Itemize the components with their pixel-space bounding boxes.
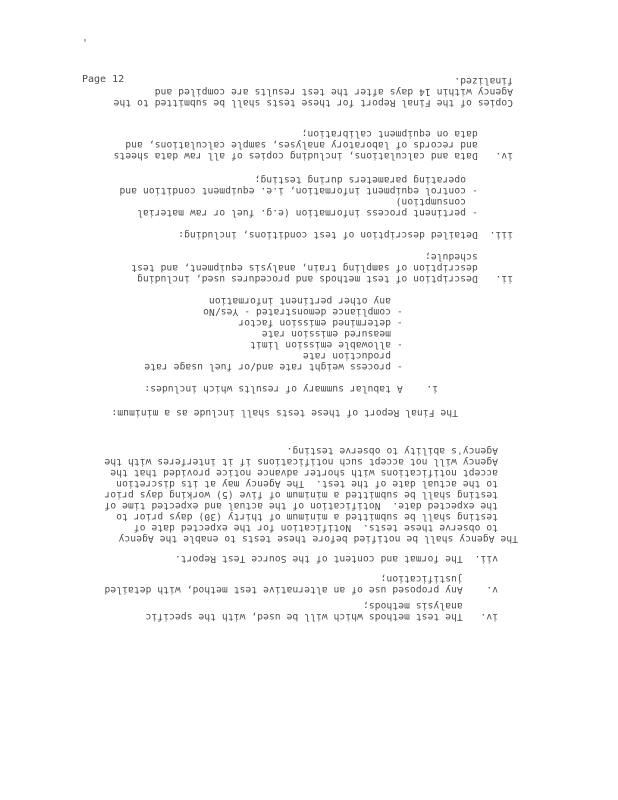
line-alt-v-b: justification;	[380, 573, 498, 584]
line-notify-7: accept notifications with shorter advance notice provided that the	[110, 467, 498, 478]
line-cond-iii: iii. Detailed description of test conditions, including:	[178, 229, 513, 240]
line-tab-6: - compliance demonstrated - Yes/No	[202, 306, 438, 317]
line-tab-1: - process weight rate and/or fuel usage rate	[144, 361, 438, 372]
line-tabular-i: i. A tabular summary of results which includes:	[144, 383, 438, 394]
line-notify-9: Agency's ability to observe testing.	[286, 445, 498, 456]
line-data-iv-b: and records of laboratory analyses, sample calculations, and	[125, 139, 513, 150]
page-mark: '	[82, 38, 89, 49]
line-data-iv-c: data on equipment calibration;	[301, 128, 513, 139]
line-tab-5: - determined emission factor	[238, 317, 438, 328]
line-format-vii: vii. The format and content of the Source Test Report.	[174, 553, 498, 564]
line-final-report: The Final Report of these tests shall include as a minimum:	[111, 407, 458, 418]
line-cond-4: operating parameters during testing;	[254, 174, 513, 185]
line-notify-4: the expected date. Notification of the actual and expected time of	[104, 500, 498, 511]
line-data-iv: iv. Data and calculations, including copies of all raw data sheets	[113, 150, 513, 161]
line-copies-3: finalized.	[454, 75, 513, 86]
page-number-label: Page 12	[82, 74, 125, 85]
line-cond-2: consumption)	[395, 196, 513, 207]
line-tab-3: - allowable emission limit	[249, 339, 438, 350]
line-cond-1: - pertinent process information (e.g. fuel or raw material	[136, 207, 513, 218]
line-tab-2: production rate	[302, 350, 438, 361]
line-tab-7: any other pertinent information	[208, 295, 438, 306]
line-notify-2: to observe these tests. Notification for the expected date of	[133, 522, 498, 533]
line-cond-3: - control equipment information, i.e. equipment condition and	[119, 185, 513, 196]
line-notify-3: testing shall be submitted a minimum of thirty (30) days prior to	[116, 511, 498, 522]
line-desc-ii-c: schedule;	[424, 251, 513, 262]
line-alt-v: v. Any proposed use of an alternative test method, with detailed	[104, 584, 498, 595]
line-notify-1: The Agency shall be notified before these tests to enable the Agency	[118, 533, 518, 544]
line-methods-iv-b: analysis methods;	[362, 600, 498, 611]
line-notify-5: testing shall be submitted a minimum of five (5) working days prior	[104, 489, 498, 500]
line-desc-ii-b: description of sampling train, analysis equipment, and test	[131, 262, 513, 273]
line-methods-iv: iv. The test methods which will be used, with the specific	[145, 611, 498, 622]
line-desc-ii: ii. Description of test methods and procedures used, including	[136, 273, 513, 284]
line-notify-6: to the actual date of the test. The Agency may at its discretion	[116, 478, 498, 489]
line-copies-1: Copies of the Final Report for these tests shall be submitted to the	[113, 97, 513, 108]
line-notify-8: Agency will not accept such notifications if it interferes with the	[104, 456, 498, 467]
line-tab-4: measured emission rate	[261, 328, 438, 339]
line-copies-2: Agency within 14 days after the test results are compiled and	[154, 86, 513, 97]
